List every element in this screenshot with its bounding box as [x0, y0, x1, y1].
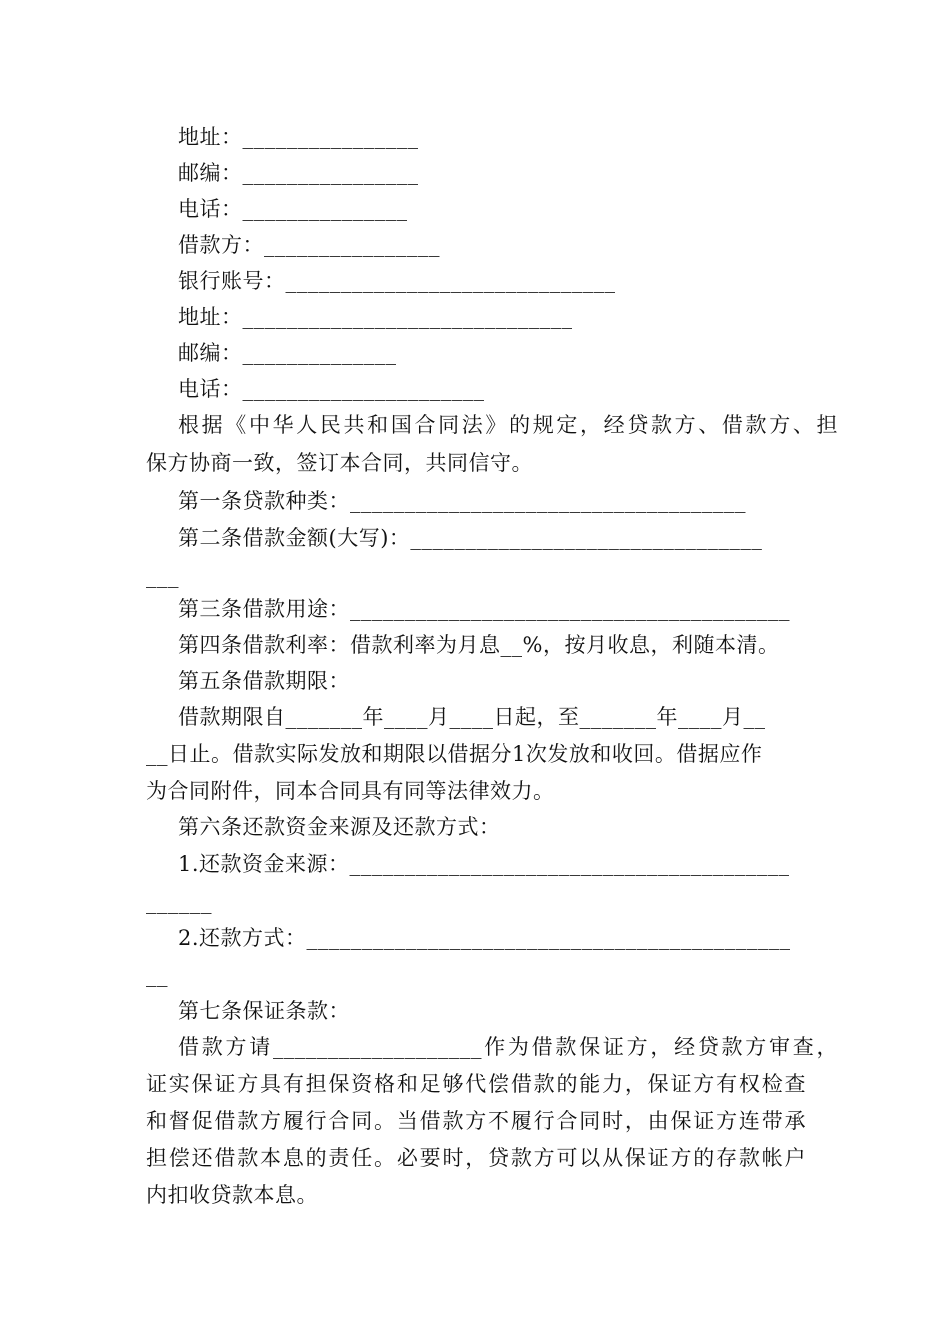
article-7-line-1: 借款方请___________________作为借款保证方，经贷款方审查， — [178, 1035, 838, 1059]
bank-account-line: 银行账号：______________________________ — [178, 269, 616, 293]
article-2-continuation: ___ — [146, 564, 179, 588]
article-5-term-line-3: 为合同附件，同本合同具有同等法律效力。 — [146, 779, 555, 803]
borrower-postcode-line: 邮编：______________ — [178, 341, 397, 365]
borrower-name-line: 借款方：________________ — [178, 233, 440, 257]
article-7-line-3: 和督促借款方履行合同。当借款方不履行合同时，由保证方连带承 — [146, 1109, 806, 1133]
preamble-line-1: 根据《中华人民共和国合同法》的规定，经贷款方、借款方、担 — [178, 413, 838, 437]
lender-postcode-line: 邮编：________________ — [178, 161, 419, 185]
article-3-loan-purpose: 第三条借款用途：________________________________________ — [178, 597, 790, 621]
preamble-line-2: 保方协商一致，签订本合同，共同信守。 — [146, 451, 533, 475]
article-5-heading: 第五条借款期限： — [178, 669, 350, 693]
article-6-heading: 第六条还款资金来源及还款方式： — [178, 815, 501, 839]
article-7-line-4: 担偿还借款本息的责任。必要时，贷款方可以从保证方的存款帐户 — [146, 1146, 806, 1170]
borrower-address-line: 地址：______________________________ — [178, 305, 573, 329]
article-7-line-5: 内扣收贷款本息。 — [146, 1183, 318, 1207]
article-2-loan-amount: 第二条借款金额(大写)：________________________________ — [178, 526, 763, 550]
article-7-heading: 第七条保证条款： — [178, 999, 350, 1023]
borrower-phone-line: 电话：______________________ — [178, 377, 485, 401]
article-5-term-line-1: 借款期限自_______年____月____日起，至_______年____月__ — [178, 705, 766, 729]
article-4-interest-rate: 第四条借款利率：借款利率为月息__%，按月收息，利随本清。 — [178, 633, 780, 657]
article-6-method-continuation: __ — [146, 963, 168, 987]
lender-address-line: 地址：________________ — [178, 125, 419, 149]
article-5-term-line-2: __日止。借款实际发放和期限以借据分1次发放和收回。借据应作 — [146, 742, 763, 766]
article-6-repayment-method: 2.还款方式：____________________________________________ — [178, 926, 791, 950]
article-6-repayment-source: 1.还款资金来源：________________________________________ — [178, 852, 790, 876]
article-6-source-continuation: ______ — [146, 890, 212, 914]
article-1-loan-type: 第一条贷款种类：____________________________________ — [178, 489, 746, 513]
lender-phone-line: 电话：_______________ — [178, 197, 408, 221]
article-7-line-2: 证实保证方具有担保资格和足够代偿借款的能力，保证方有权检查 — [146, 1072, 806, 1096]
